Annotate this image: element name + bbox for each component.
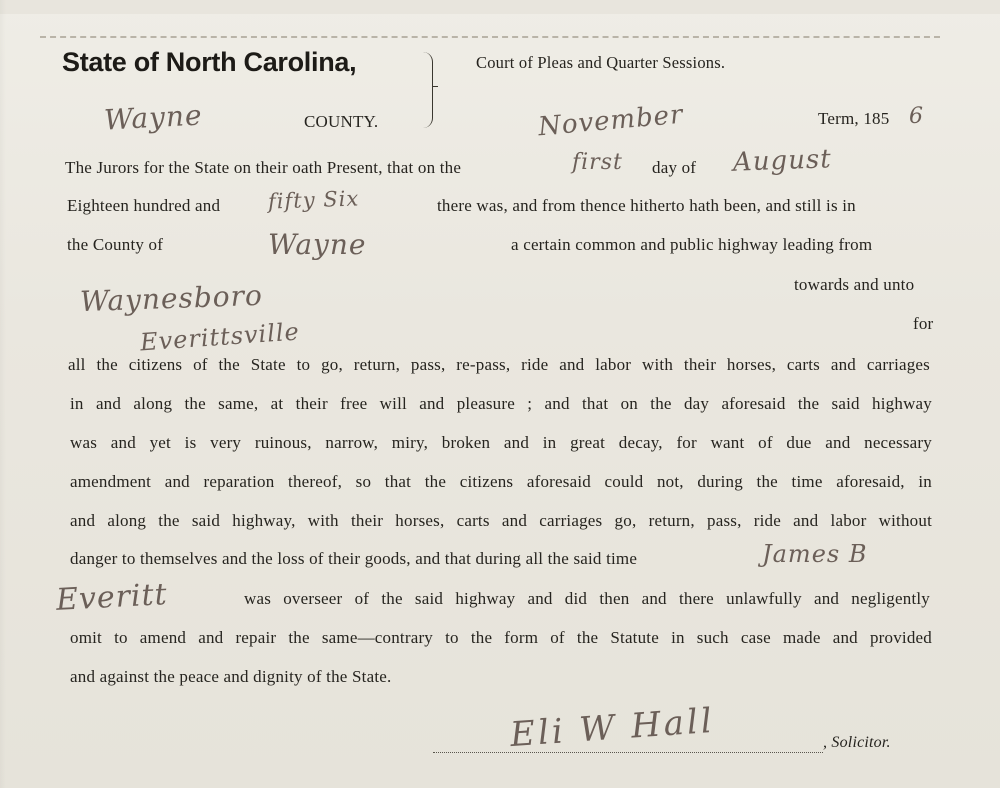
body-line-14: and against the peace and dignity of the State. bbox=[70, 667, 392, 686]
body-line-3a: the County of bbox=[67, 235, 164, 254]
brace-divider bbox=[418, 52, 433, 128]
body-line-13: omit to amend and repair the same—contrary to the form of the Statute in such case made and provided bbox=[70, 628, 932, 647]
handwritten-county-of: Wayne bbox=[268, 228, 367, 261]
body-line-1a: The Jurors for the State on their oath Present, that on the bbox=[65, 158, 462, 177]
body-line-9: amendment and reparation thereof, so that the citizens aforesaid could not, during the time aforesaid, in bbox=[70, 472, 932, 491]
body-line-12b: was overseer of the said highway and did then and there unlawfully and negligently bbox=[244, 589, 930, 608]
body-line-2b: there was, and from thence hitherto hath been, and still is in bbox=[437, 196, 856, 215]
solicitor-label: , Solicitor. bbox=[823, 734, 891, 751]
body-line-10: and along the said highway, with their horses, carts and carriages go, return, pass, ride and labor without bbox=[70, 511, 932, 530]
body-line-11a: danger to themselves and the loss of their goods, and that during all the said time bbox=[70, 549, 638, 568]
body-line-8: was and yet is very ruinous, narrow, miry, broken and in great decay, for want of due and necessary bbox=[70, 433, 932, 452]
handwritten-term-month: November bbox=[536, 99, 685, 143]
body-line-2a: Eighteen hundred and bbox=[67, 196, 221, 215]
handwritten-overseer-last: Everitt bbox=[55, 577, 169, 618]
county-label: COUNTY. bbox=[304, 112, 379, 131]
handwritten-year-words: fifty Six bbox=[267, 186, 360, 214]
handwritten-term-year-digit: 6 bbox=[909, 104, 924, 129]
body-line-5: for bbox=[913, 314, 934, 333]
handwritten-overseer-first: James B bbox=[762, 540, 868, 568]
body-line-3b: a certain common and public highway leading from bbox=[511, 235, 873, 254]
signature-line bbox=[433, 752, 823, 753]
state-title: State of North Carolina, bbox=[62, 47, 357, 77]
court-name: Court of Pleas and Quarter Sessions. bbox=[476, 53, 726, 72]
handwritten-month: August bbox=[732, 144, 833, 178]
perforated-edge bbox=[40, 36, 940, 38]
handwritten-to-place: Everittsville bbox=[139, 317, 301, 357]
body-line-1b: day of bbox=[652, 158, 697, 177]
body-line-4: towards and unto bbox=[794, 275, 915, 294]
handwritten-solicitor-signature: Eli W Hall bbox=[508, 700, 716, 756]
handwritten-day: first bbox=[572, 150, 623, 175]
handwritten-county: Wayne bbox=[103, 98, 204, 137]
handwritten-from-place: Waynesboro bbox=[79, 278, 264, 319]
body-line-7: in and along the same, at their free will and pleasure ; and that on the day aforesaid the said highway bbox=[70, 394, 932, 413]
paper-edge bbox=[0, 0, 1000, 14]
body-line-6: all the citizens of the State to go, return, pass, re-pass, ride and labor with their horses, carts and carriages bbox=[68, 355, 930, 374]
term-label: Term, 185 bbox=[818, 109, 890, 128]
